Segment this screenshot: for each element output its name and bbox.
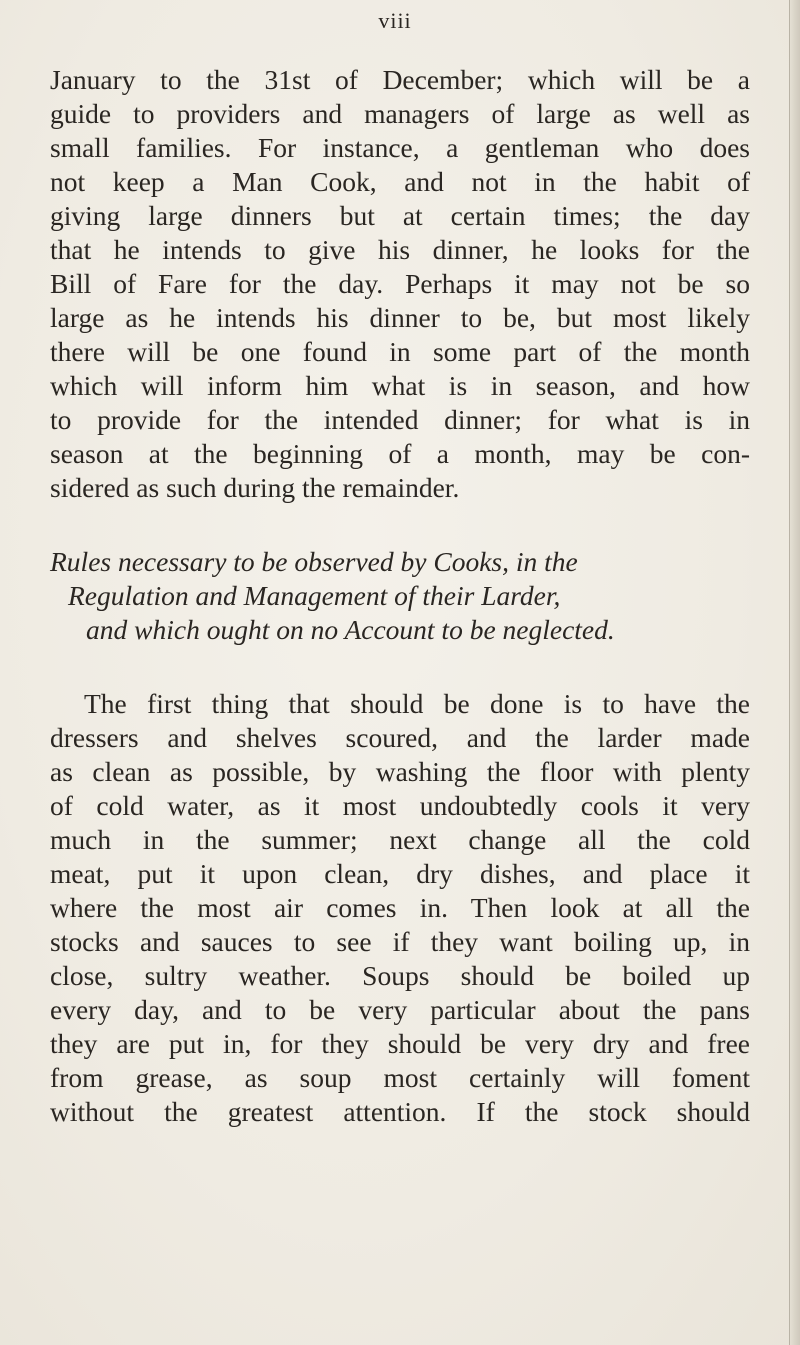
paragraph-line: giving large dinners but at certain times; the day	[50, 200, 750, 231]
section-heading-line: Regulation and Management of their Larder,	[68, 580, 561, 611]
paragraph-line: as clean as possible, by washing the floor with plenty	[50, 756, 750, 787]
paragraph-line: they are put in, for they should be very dry and free	[50, 1028, 750, 1059]
paragraph-line: there will be one found in some part of the month	[50, 336, 750, 367]
paragraph-line: The first thing that should be done is to have the	[84, 688, 750, 719]
paragraph-line: season at the beginning of a month, may be con-	[50, 438, 750, 469]
paragraph-line: where the most air comes in. Then look at all the	[50, 892, 750, 923]
paragraph-line: of cold water, as it most undoubtedly cools it very	[50, 790, 750, 821]
paragraph-line: guide to providers and managers of large as well as	[50, 98, 750, 129]
paragraph-line: much in the summer; next change all the cold	[50, 824, 750, 855]
paragraph-line: Bill of Fare for the day. Perhaps it may not be so	[50, 268, 750, 299]
paragraph-line: meat, put it upon clean, dry dishes, and place it	[50, 858, 750, 889]
paragraph-line: to provide for the intended dinner; for what is in	[50, 404, 750, 435]
paragraph-line: close, sultry weather. Soups should be boiled up	[50, 960, 750, 991]
page-number: viii	[378, 8, 412, 33]
paragraph-line: sidered as such during the remainder.	[50, 472, 460, 503]
section-heading-line: and which ought on no Account to be neglected.	[86, 614, 615, 645]
paragraph-line: which will inform him what is in season, and how	[50, 370, 750, 401]
paragraph-line: January to the 31st of December; which will be a	[50, 64, 750, 95]
paragraph-line: that he intends to give his dinner, he looks for the	[50, 234, 750, 265]
paragraph-line: from grease, as soup most certainly will foment	[50, 1062, 750, 1093]
paragraph-line: not keep a Man Cook, and not in the habit of	[50, 166, 750, 197]
paragraph-line: small families. For instance, a gentleman who does	[50, 132, 750, 163]
paragraph-line: every day, and to be very particular about the pans	[50, 994, 750, 1025]
paragraph-line: dressers and shelves scoured, and the larder made	[50, 722, 750, 753]
page-edge	[789, 0, 800, 1345]
paragraph-line: large as he intends his dinner to be, but most likely	[50, 302, 750, 333]
paragraph-line: without the greatest attention. If the stock should	[50, 1096, 750, 1127]
paragraph-line: stocks and sauces to see if they want boiling up, in	[50, 926, 750, 957]
section-heading-line: Rules necessary to be observed by Cooks, in the	[50, 546, 578, 577]
